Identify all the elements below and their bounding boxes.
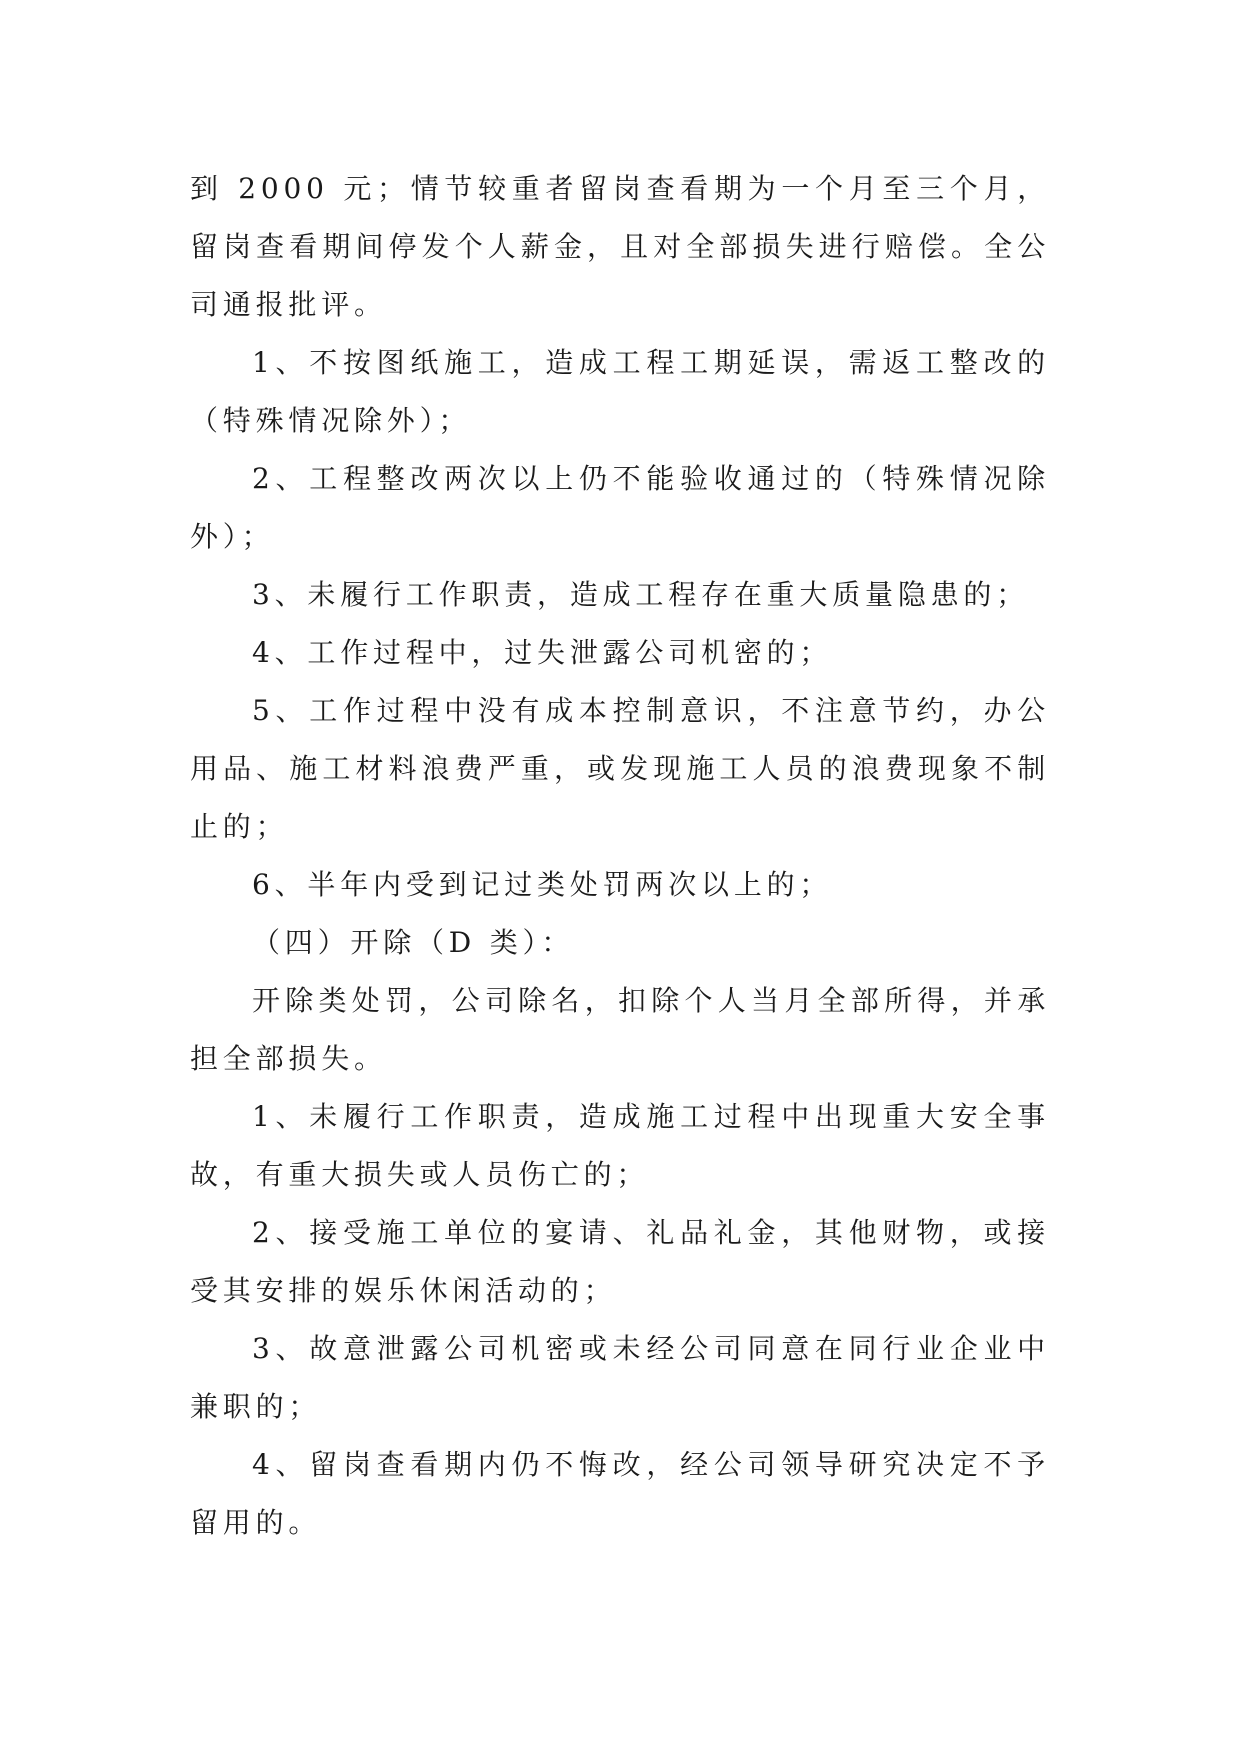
list-item: 1、未履行工作职责，造成施工过程中出现重大安全事故，有重大损失或人员伤亡的； [190,1100,1050,1191]
paragraph-continuation: 到 2000 元；情节较重者留岗查看期为一个月至三个月，留岗查看期间停发个人薪金，且对全部损失进行赔偿。全公司通报批评。 [190,172,1050,321]
list-item: 4、留岗查看期内仍不悔改，经公司领导研究决定不予留用的。 [190,1448,1050,1539]
section-heading: （四）开除（D 类）： [252,926,575,959]
list-item: 2、接受施工单位的宴请、礼品礼金，其他财物，或接受其安排的娱乐休闲活动的； [190,1216,1050,1307]
document-body [190,160,1050,1552]
list-item: 2、工程整改两次以上仍不能验收通过的（特殊情况除外）； [190,462,1050,553]
list-item: 3、未履行工作职责，造成工程存在重大质量隐患的； [252,578,1030,611]
list-item: 4、工作过程中，过失泄露公司机密的； [252,636,833,669]
list-item: 3、故意泄露公司机密或未经公司同意在同行业企业中兼职的； [190,1332,1050,1423]
list-item: 1、不按图纸施工，造成工程工期延误，需返工整改的（特殊情况除外）； [190,346,1050,437]
list-item: 6、半年内受到记过类处罚两次以上的； [252,868,833,901]
section-description: 开除类处罚，公司除名，扣除个人当月全部所得，并承担全部损失。 [190,984,1050,1075]
list-item: 5、工作过程中没有成本控制意识，不注意节约，办公用品、施工材料浪费严重，或发现施工人员的浪费现象不制止的； [190,694,1050,843]
